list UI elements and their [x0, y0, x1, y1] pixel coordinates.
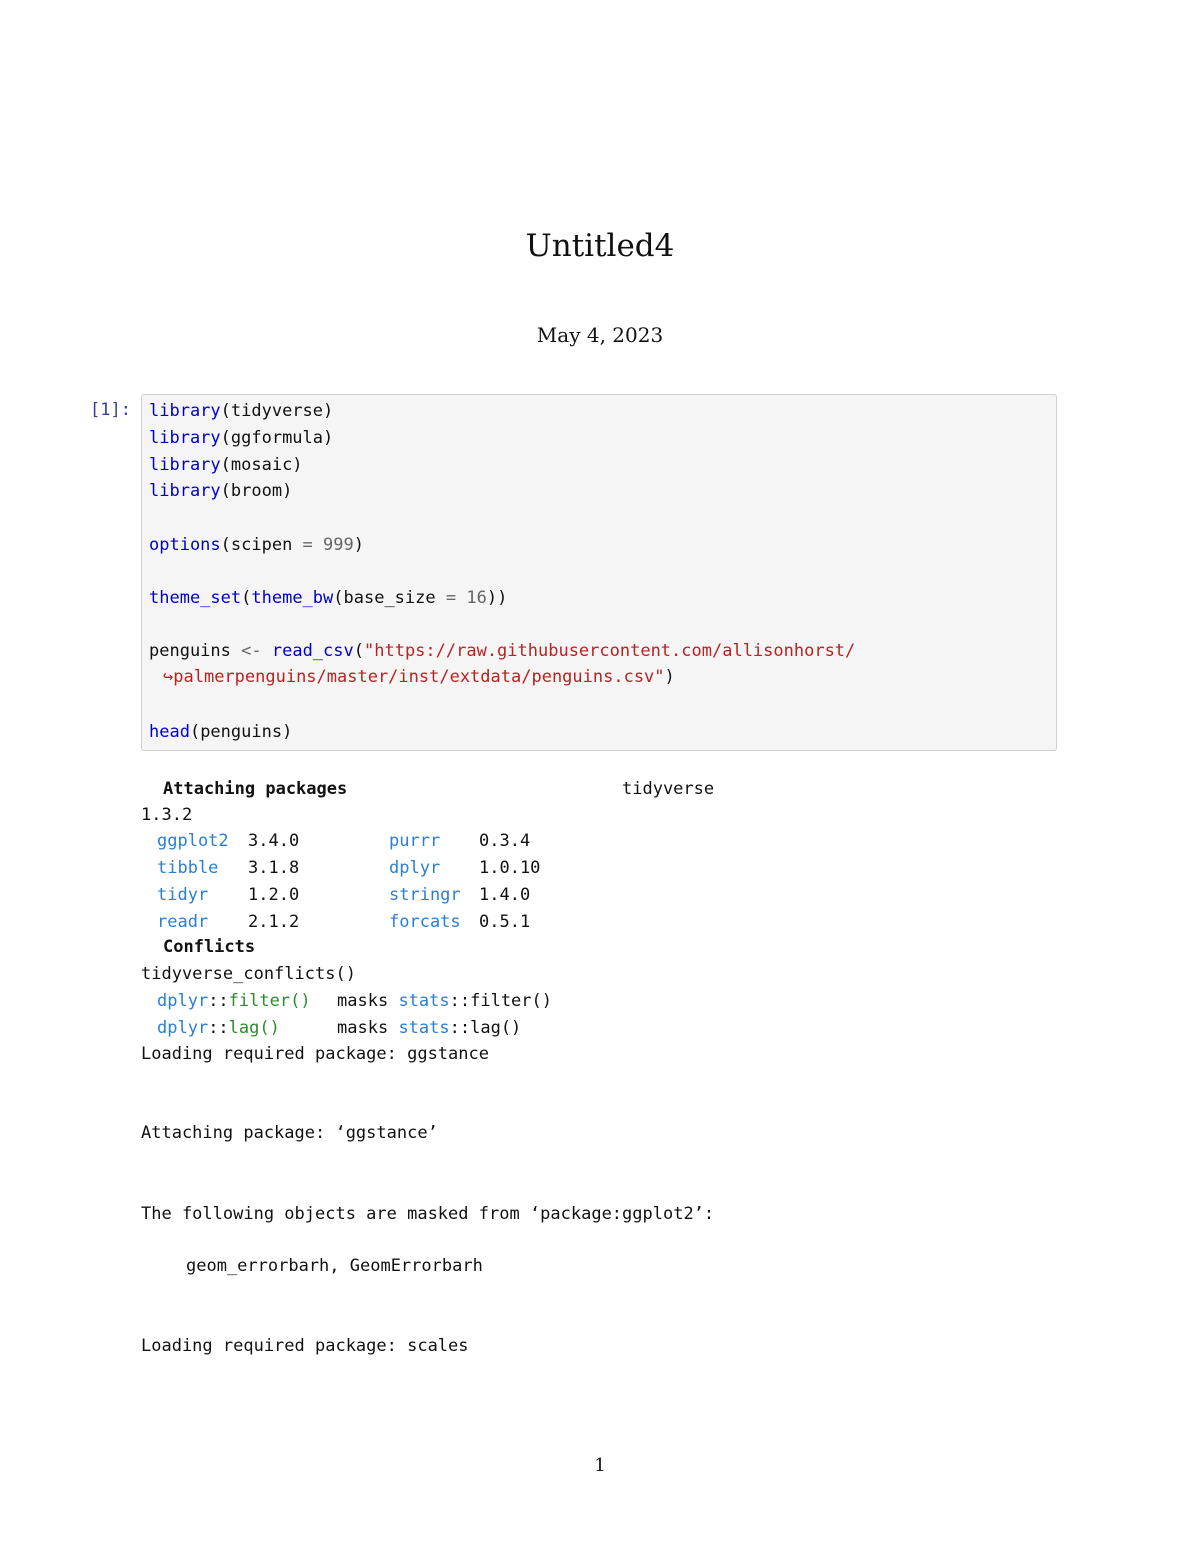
library-arg: (ggformula)	[220, 428, 334, 448]
package-version: 1.0.10	[479, 858, 541, 878]
conflicts-header: Conflicts	[163, 937, 256, 957]
package-version: 3.1.8	[248, 858, 300, 878]
options-value: 999	[312, 535, 354, 555]
options-eq: =	[302, 535, 313, 555]
package-name: dplyr	[389, 858, 441, 878]
code-line-library-tidyverse	[149, 401, 333, 421]
package-version: 2.1.2	[248, 912, 300, 932]
masked-sep: ::	[449, 991, 471, 1011]
code-line-library-broom	[149, 481, 292, 501]
conflict-sep: ::	[208, 1018, 229, 1038]
tidyverse-version: 1.3.2	[141, 805, 193, 825]
package-name: ggplot2	[157, 831, 229, 851]
url-string-part2: palmerpenguins/master/inst/extdata/penguins.csv"	[173, 667, 665, 687]
masked-from-message: The following objects are masked from ‘package:ggplot2’:	[141, 1204, 715, 1224]
library-keyword: library	[149, 481, 221, 501]
line-continuation-icon: ↪	[163, 667, 174, 687]
read-csv-open: (	[353, 641, 364, 661]
package-name: stringr	[389, 885, 461, 905]
space	[262, 641, 272, 661]
attaching-packages-header: Attaching packages	[163, 779, 348, 799]
library-keyword: library	[149, 428, 221, 448]
tidyverse-label: tidyverse	[622, 779, 715, 799]
masked-pkg: stats	[398, 991, 450, 1011]
conflict-fn: filter()	[228, 991, 311, 1011]
options-keyword: options	[149, 535, 221, 555]
masked-objects-list: geom_errorbarh, GeomErrorbarh	[186, 1256, 483, 1276]
masks-word: masks	[337, 991, 389, 1011]
package-version: 0.3.4	[479, 831, 531, 851]
code-line-read-csv-cont	[163, 667, 675, 687]
theme-set-keyword: theme_set	[149, 588, 242, 608]
library-arg: (mosaic)	[220, 455, 303, 475]
loading-ggstance-message: Loading required package: ggstance	[141, 1044, 489, 1064]
read-csv-close: )	[664, 667, 675, 687]
page-number: 1	[594, 1455, 606, 1476]
assign-operator: <-	[241, 641, 262, 661]
theme-open: (	[241, 588, 252, 608]
package-name: purrr	[389, 831, 441, 851]
read-csv-keyword: read_csv	[271, 641, 354, 661]
theme-args: (base_size	[333, 588, 446, 608]
penguins-var: penguins	[149, 641, 242, 661]
head-keyword: head	[149, 722, 190, 742]
package-version: 0.5.1	[479, 912, 531, 932]
code-line-head	[149, 722, 292, 742]
conflict-sep: ::	[208, 991, 229, 1011]
package-name: readr	[157, 912, 209, 932]
package-version: 3.4.0	[248, 831, 300, 851]
conflict-masks	[337, 991, 552, 1011]
library-arg: (broom)	[220, 481, 293, 501]
conflict-row	[157, 1018, 280, 1038]
conflicts-function: tidyverse_conflicts()	[141, 964, 356, 984]
url-string-part1: "https://raw.githubusercontent.com/allisonhorst/	[364, 641, 856, 661]
document-date: May 4, 2023	[536, 323, 664, 347]
code-line-read-csv	[149, 641, 855, 661]
conflict-pkg: dplyr	[157, 1018, 209, 1038]
masked-fn: lag()	[470, 1018, 522, 1038]
code-line-library-mosaic	[149, 455, 303, 475]
cell-prompt: [1]:	[90, 400, 131, 420]
conflict-pkg: dplyr	[157, 991, 209, 1011]
theme-eq: =	[445, 588, 457, 608]
masked-fn: filter()	[470, 991, 552, 1011]
code-line-theme-set	[149, 588, 507, 608]
package-version: 1.4.0	[479, 885, 531, 905]
package-name: tibble	[157, 858, 219, 878]
library-keyword: library	[149, 401, 221, 421]
conflict-row	[157, 991, 311, 1011]
attaching-ggstance-message: Attaching package: ‘ggstance’	[141, 1123, 438, 1143]
masked-sep: ::	[449, 1018, 471, 1038]
package-name: tidyr	[157, 885, 209, 905]
masks-word: masks	[337, 1018, 389, 1038]
options-close: )	[353, 535, 364, 555]
document-title: Untitled4	[525, 228, 675, 264]
library-arg: (tidyverse)	[220, 401, 334, 421]
code-line-library-ggformula	[149, 428, 333, 448]
package-name: forcats	[389, 912, 461, 932]
conflict-fn: lag()	[228, 1018, 280, 1038]
theme-bw-keyword: theme_bw	[251, 588, 334, 608]
code-line-options	[149, 535, 364, 555]
head-arg: (penguins)	[189, 722, 293, 742]
masked-pkg: stats	[398, 1018, 450, 1038]
library-keyword: library	[149, 455, 221, 475]
theme-value: 16	[456, 588, 487, 608]
package-version: 1.2.0	[248, 885, 300, 905]
loading-scales-message: Loading required package: scales	[141, 1336, 469, 1356]
options-open: (scipen	[220, 535, 303, 555]
theme-close: ))	[486, 588, 508, 608]
conflict-masks	[337, 1018, 521, 1038]
